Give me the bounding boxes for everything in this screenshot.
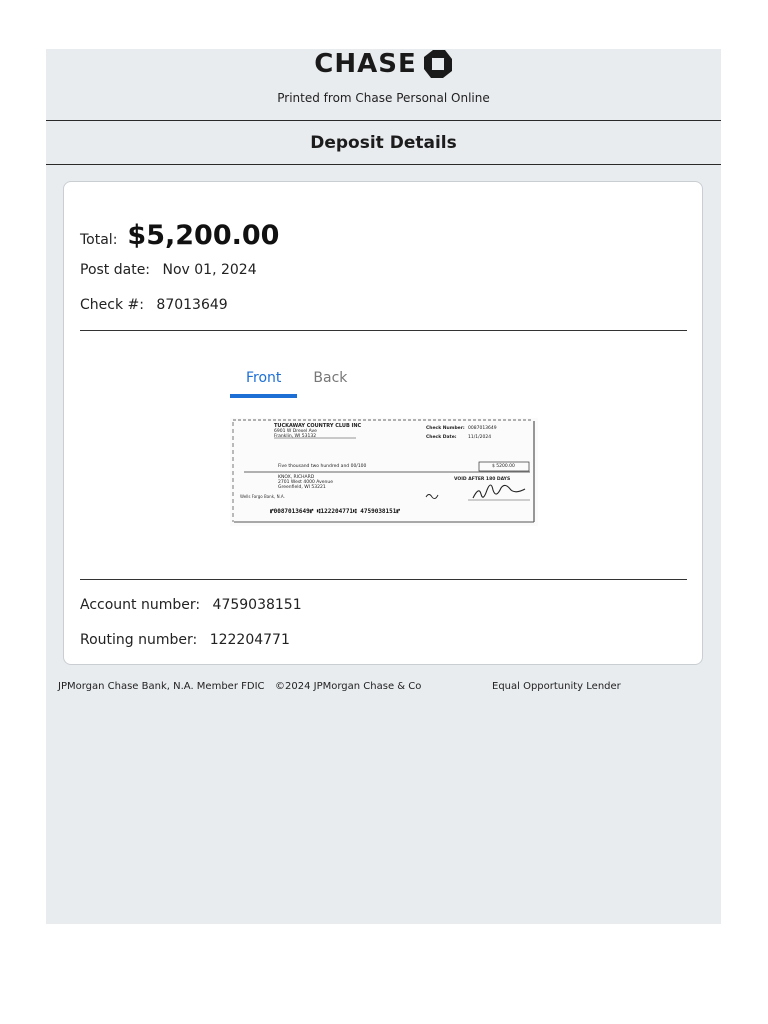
post-date-value: Nov 01, 2024 <box>162 262 257 278</box>
printed-page <box>46 49 721 924</box>
routing-number-value: 122204771 <box>209 632 290 648</box>
post-date-row <box>80 262 257 278</box>
check-payee-2: 2701 West 4000 Avenue <box>278 480 333 485</box>
check-payer-name: TUCKAWAY COUNTRY CLUB INC <box>274 423 362 429</box>
check-amount-words: Five thousand two hundred and 00/100 <box>278 464 367 469</box>
check-payer-address-1: 6901 W Drexel Ave <box>274 429 317 434</box>
deposit-details-card <box>63 181 703 665</box>
routing-number-row <box>80 632 290 648</box>
footer-fdic: JPMorgan Chase Bank, N.A. Member FDIC <box>58 681 265 692</box>
account-number-value: 4759038151 <box>212 597 302 613</box>
tab-front[interactable]: Front <box>230 370 297 398</box>
account-number-label: Account number: <box>80 597 201 613</box>
footer-copyright: ©2024 JPMorgan Chase & Co <box>275 681 422 692</box>
check-number-row <box>80 297 228 313</box>
check-date-label: Check Date: <box>426 435 457 440</box>
total-label: Total: <box>80 232 118 248</box>
total-amount: $5,200.00 <box>127 220 280 251</box>
check-void-note: VOID AFTER 180 DAYS <box>454 477 511 482</box>
page-title: Deposit Details <box>310 132 457 153</box>
footer-equal-opportunity: Equal Opportunity Lender <box>492 681 621 692</box>
printed-from-text: Printed from Chase Personal Online <box>277 91 490 105</box>
check-bank-name: Wells Fargo Bank, N.A. <box>240 494 285 499</box>
check-number-value: 87013649 <box>156 297 228 313</box>
routing-number-label: Routing number: <box>80 632 198 648</box>
check-date-value: 11/1/2024 <box>468 435 492 440</box>
tab-back[interactable]: Back <box>313 370 348 386</box>
total-row <box>80 220 279 251</box>
check-payer-address-2: Franklin, WI 53132 <box>274 434 317 439</box>
check-payee-3: Greenfield, WI 53221 <box>278 485 326 490</box>
check-number-label: Check #: <box>80 297 144 313</box>
check-payee-1: KNOX, RICHARD <box>278 475 315 480</box>
check-front-image <box>230 418 538 526</box>
account-number-row <box>80 597 302 613</box>
check-micr-line: ⑈0087013649⑈ ⑆122204771⑆ 4759038151⑈ <box>270 508 400 515</box>
divider <box>80 330 687 331</box>
divider <box>80 579 687 580</box>
post-date-label: Post date: <box>80 262 151 278</box>
check-image-tabs <box>230 370 363 398</box>
check-number-label-on-check: Check Number: <box>426 426 465 431</box>
chase-logo <box>46 49 721 79</box>
chase-octagon-icon <box>423 49 453 79</box>
check-amount-box: $ 5200.00 <box>492 464 515 469</box>
title-bar <box>46 120 721 165</box>
check-number-on-check: 0087013649 <box>468 426 497 431</box>
brand-wordmark: CHASE <box>314 49 417 79</box>
